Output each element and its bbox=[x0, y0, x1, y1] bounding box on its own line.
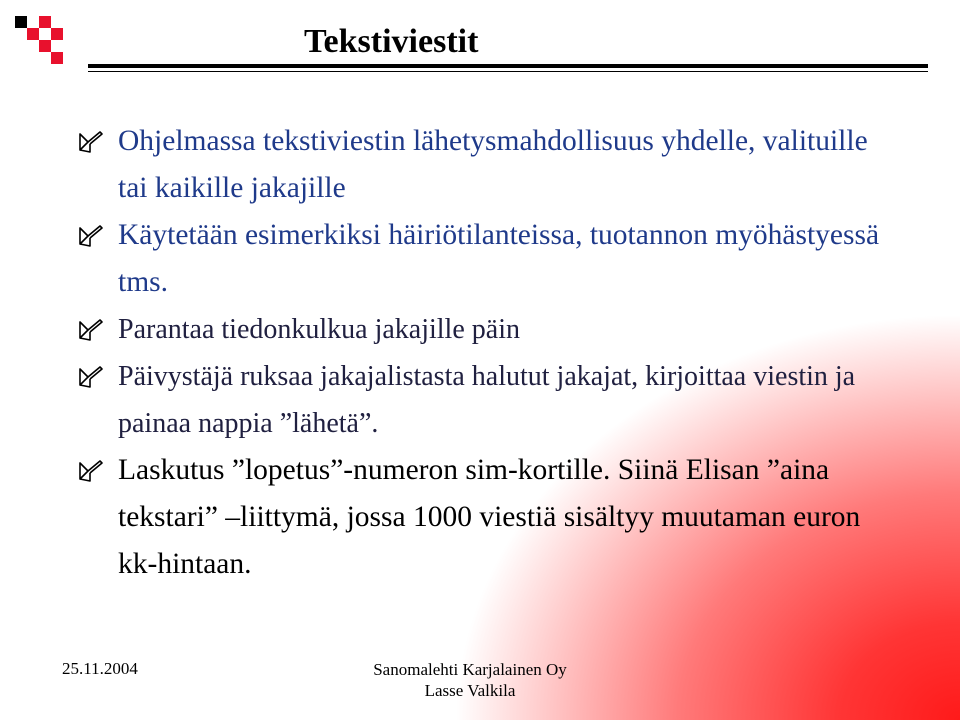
bullet-item bbox=[78, 118, 898, 212]
bullet-text: Laskutus ”lopetus”-numeron sim-kortille. Siinä Elisan ”aina tekstari” –liittymä, jossa 1000 viestiä sisältyy muutaman euron kk-hintaan. bbox=[118, 454, 861, 580]
bullet-text: Päivystäjä ruksaa jakajalistasta halutut jakajat, kirjoittaa viestin ja painaa nappia ”lähetä”. bbox=[118, 361, 856, 439]
bullet-text: Käytetään esimerkiksi häiriötilanteissa, tuotannon myöhästyessä tms. bbox=[118, 219, 880, 298]
title-rule-thin bbox=[88, 71, 928, 72]
company-logo-icon bbox=[12, 10, 72, 70]
bullet-text: Ohjelmassa tekstiviestin lähetysmahdollisuus yhdelle, valituille tai kaikille jakajille bbox=[118, 125, 868, 204]
footer-company: Sanomalehti Karjalainen Oy bbox=[373, 660, 567, 679]
title-rule-thick bbox=[88, 64, 928, 68]
arrowhead-checkmark-icon bbox=[78, 459, 104, 483]
bullet-item bbox=[78, 447, 898, 588]
footer-date: 25.11.2004 bbox=[62, 659, 138, 678]
footer-author: Lasse Valkila bbox=[424, 681, 516, 700]
slide-title: Tekstiviestit bbox=[304, 23, 479, 60]
bullet-list bbox=[78, 118, 898, 588]
arrowhead-checkmark-icon bbox=[78, 318, 104, 342]
arrowhead-checkmark-icon bbox=[78, 130, 104, 154]
arrowhead-checkmark-icon bbox=[78, 224, 104, 248]
footer-info bbox=[320, 659, 620, 701]
bullet-item bbox=[78, 212, 898, 306]
bullet-item bbox=[78, 306, 898, 353]
bullet-item bbox=[78, 353, 898, 447]
bullet-text: Parantaa tiedonkulkua jakajille päin bbox=[118, 314, 520, 345]
arrowhead-checkmark-icon bbox=[78, 365, 104, 389]
